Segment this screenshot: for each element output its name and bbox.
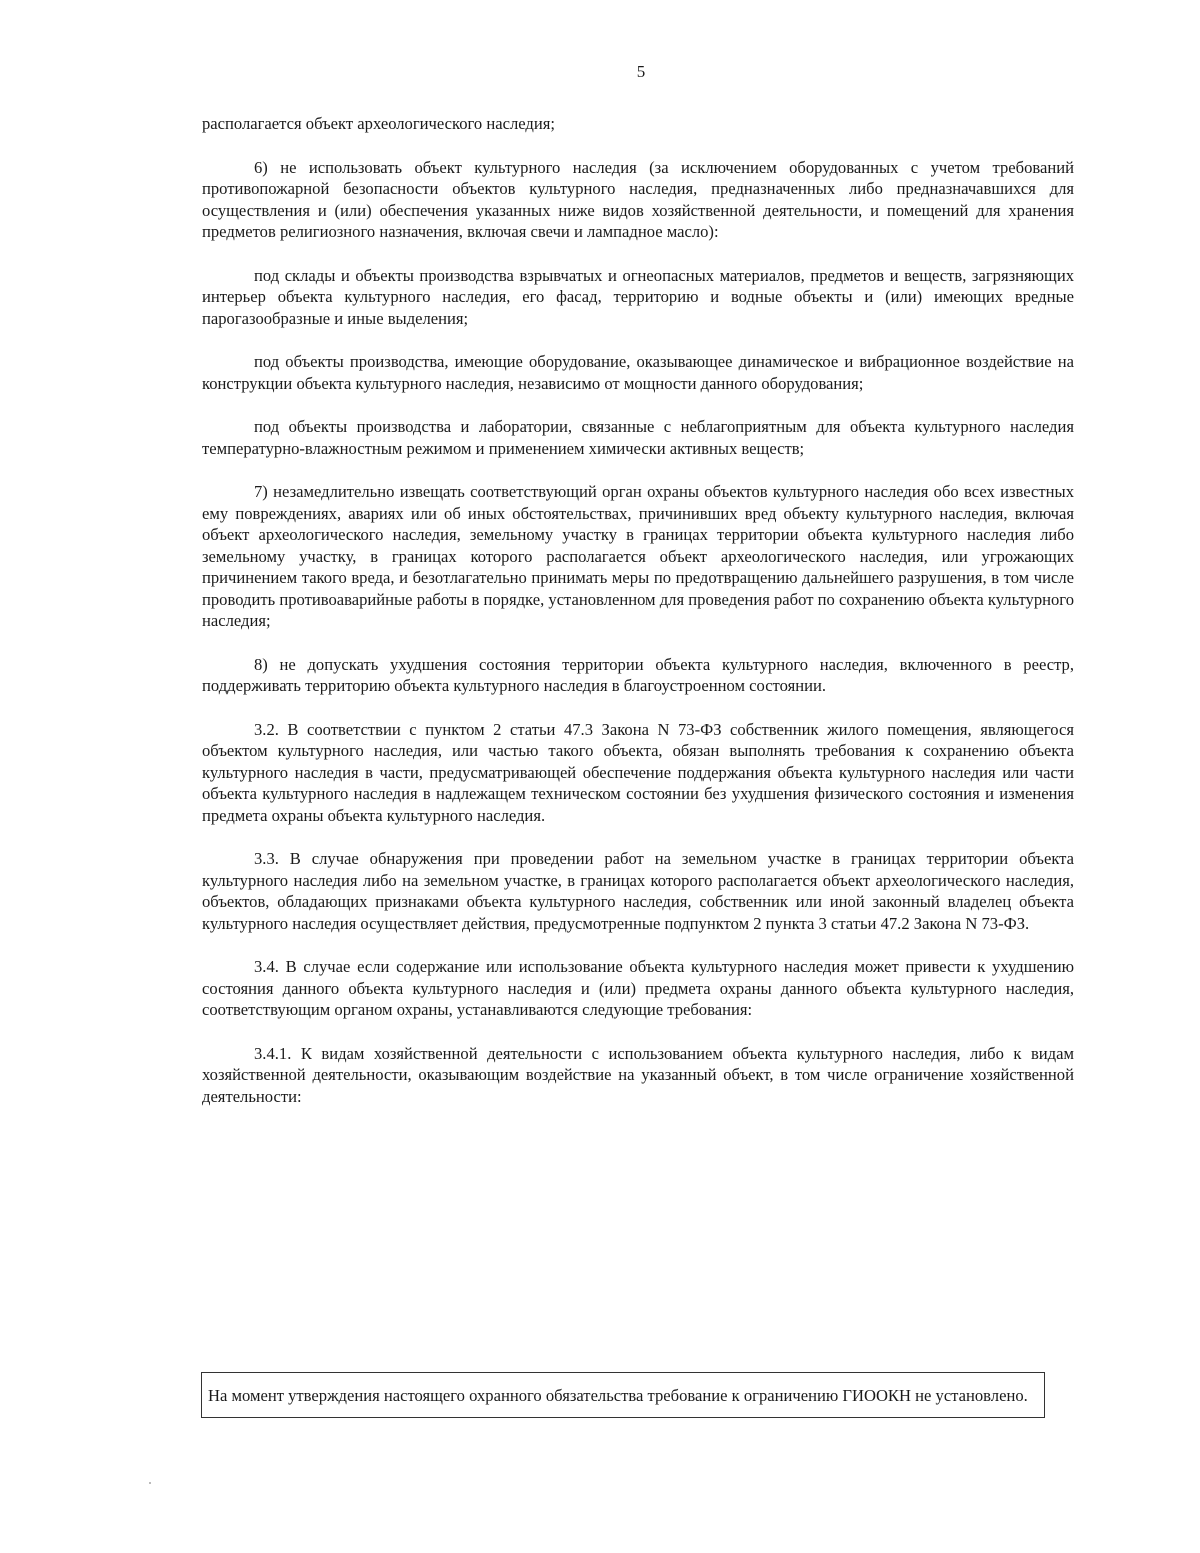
scan-artifact-dot	[149, 1482, 151, 1484]
paragraph-3-3: 3.3. В случае обнаружения при проведении работ на земельном участке в границах территории объекта культурного наследия либо на земельном участке, в границах которого располагается объект археологического наследия, объектов, обладающих признаками объекта культурного наследия, собственник или иной законный владелец объекта культурного наследия осуществляет действия, предусмотренные подпунктом 2 пункта 3 статьи 47.2 Закона N 73-ФЗ.	[202, 849, 1074, 933]
paragraph-3-4-1: 3.4.1. К видам хозяйственной деятельности с использованием объекта культурного наследия, либо к видам хозяйственной деятельности, оказывающим воздействие на указанный объект, в том числе ограничение хозяйственной деятельности:	[202, 1043, 1074, 1106]
restriction-notice-box: На момент утверждения настоящего охранного обязательства требование к ограничению ГИООКН не установлено.	[201, 1372, 1045, 1418]
paragraph-item-8: 8) не допускать ухудшения состояния территории объекта культурного наследия, включенного в реестр, поддерживать территорию объекта культурного наследия в благоустроенном состоянии.	[202, 654, 1074, 695]
body-text	[202, 113, 1074, 1129]
paragraph-item-6-warehouses: под склады и объекты производства взрывчатых и огнеопасных материалов, предметов и веществ, загрязняющих интерьер объекта культурного наследия, его фасад, территорию и водные объекты и (или) имеющих вредные парогазообразные и иные выделения;	[202, 265, 1074, 328]
paragraph-3-4: 3.4. В случае если содержание или использование объекта культурного наследия может привести к ухудшению состояния данного объекта культурного наследия и (или) предмета охраны данного объекта культурного наследия, соответствующим органом охраны, устанавливаются следующие требования:	[202, 957, 1074, 1019]
paragraph-3-2: 3.2. В соответствии с пунктом 2 статьи 47.3 Закона N 73-ФЗ собственник жилого помещения, являющегося объектом культурного наследия, или частью такого объекта, обязан выполнять требования к сохранению объекта культурного наследия в части, предусматривающей обеспечение поддержания объекта культурного наследия или части объекта культурного наследия в надлежащем техническом состоянии без ухудшения физического состояния и изменения предмета охраны объекта культурного наследия.	[202, 719, 1074, 825]
paragraph-item-6-production-equipment: под объекты производства, имеющие оборудование, оказывающее динамическое и вибрационное воздействие на конструкции объекта культурного наследия, независимо от мощности данного оборудования;	[202, 352, 1074, 393]
page-number: 5	[636, 62, 646, 81]
paragraph-continuation: располагается объект археологического наследия;	[202, 114, 555, 133]
paragraph-item-7: 7) незамедлительно извещать соответствующий орган охраны объектов культурного наследия обо всех известных ему повреждениях, авариях или об иных обстоятельствах, причинивших вред объекту культурного наследия, включая объект археологического наследия, земельному участку в границах территории объекта культурного наследия либо земельному участку, в границах которого располагается объект археологического наследия, или угрожающих причинением такого вреда, и безотлагательно принимать меры по предотвращению дальнейшего разрушения, в том числе проводить противоаварийные работы в порядке, установленном для проведения работ по сохранению объекта культурного наследия;	[202, 482, 1074, 630]
paragraph-item-6-laboratories: под объекты производства и лаборатории, связанные с неблагоприятным для объекта культурного наследия температурно-влажностным режимом и применением химически активных веществ;	[202, 417, 1074, 458]
paragraph-item-6: 6) не использовать объект культурного наследия (за исключением оборудованных с учетом требований противопожарной безопасности объектов культурного наследия, предназначенных либо предназначавшихся для осуществления и (или) обеспечения указанных ниже видов хозяйственной деятельности, и помещений для хранения предметов религиозного назначения, включая свечи и лампадное масло):	[202, 157, 1074, 241]
